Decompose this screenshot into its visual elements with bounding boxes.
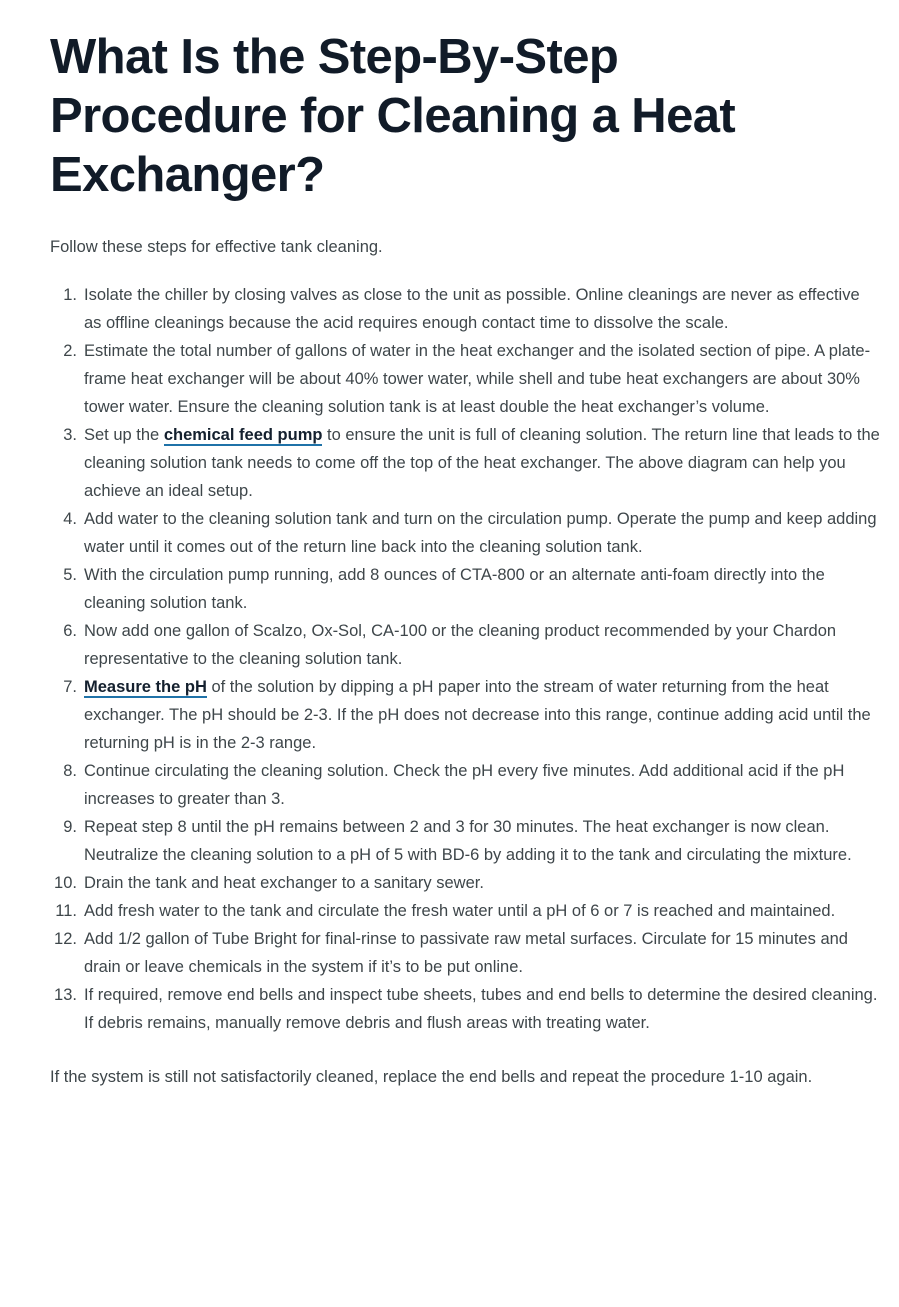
list-item bbox=[50, 281, 881, 337]
procedure-steps-list bbox=[50, 281, 881, 1037]
list-item bbox=[50, 337, 881, 421]
list-item bbox=[50, 617, 881, 673]
step-text-continued: to ensure the unit is full of cleaning solution. The return line that leads to the cleaning solution tank needs to come off the top of the heat exchanger. The above diagram can help you achieve an ideal setup. bbox=[84, 426, 880, 500]
step-text: Add 1/2 gallon of Tube Bright for final-rinse to passivate raw metal surfaces. Circulate for 15 minutes and drain or leave chemicals in the system if it’s to be put online. bbox=[84, 930, 848, 976]
step-text: With the circulation pump running, add 8 ounces of CTA-800 or an alternate anti-foam directly into the cleaning solution tank. bbox=[84, 566, 825, 612]
list-item bbox=[50, 757, 881, 813]
step-text: Add fresh water to the tank and circulate the fresh water until a pH of 6 or 7 is reached and maintained. bbox=[84, 902, 836, 920]
inline-link[interactable]: chemical feed pump bbox=[163, 426, 323, 444]
step-text: Drain the tank and heat exchanger to a sanitary sewer. bbox=[84, 874, 484, 892]
inline-link[interactable]: Measure the pH bbox=[84, 678, 207, 696]
step-text: Set up the bbox=[84, 426, 164, 444]
list-item bbox=[50, 813, 881, 869]
step-text: If required, remove end bells and inspect tube sheets, tubes and end bells to determine the desired cleaning. If debris remains, manually remove debris and flush areas with treating water. bbox=[84, 986, 878, 1032]
list-item bbox=[50, 673, 881, 757]
intro-paragraph: Follow these steps for effective tank cleaning. bbox=[50, 238, 383, 256]
list-item bbox=[50, 869, 881, 897]
list-item bbox=[50, 925, 881, 981]
step-text: Estimate the total number of gallons of water in the heat exchanger and the isolated section of pipe. A plate-frame heat exchanger will be about 40% tower water, while shell and tube heat exchangers are about 30% tower water. Ensure the cleaning solution tank is at least double the heat exchanger’s volume. bbox=[84, 342, 871, 416]
closing-paragraph: If the system is still not satisfactorily cleaned, replace the end bells and repeat the procedure 1-10 again. bbox=[50, 1068, 813, 1086]
step-text: Now add one gallon of Scalzo, Ox-Sol, CA-100 or the cleaning product recommended by your Chardon representative to the cleaning solution tank. bbox=[84, 622, 837, 668]
page-title: What Is the Step-By-Step Procedure for Cleaning a Heat Exchanger? bbox=[50, 30, 736, 202]
list-item bbox=[50, 421, 881, 505]
step-text-continued: of the solution by dipping a pH paper into the stream of water returning from the heat exchanger. The pH should be 2-3. If the pH does not decrease into this range, continue adding acid until the returning pH is in the 2-3 range. bbox=[84, 678, 871, 752]
step-text: Isolate the chiller by closing valves as close to the unit as possible. Online cleanings are never as effective as offline cleanings because the acid requires enough contact time to dissolve the scale. bbox=[84, 286, 860, 332]
list-item bbox=[50, 561, 881, 617]
list-item bbox=[50, 897, 881, 925]
step-text: Repeat step 8 until the pH remains between 2 and 3 for 30 minutes. The heat exchanger is now clean. Neutralize the cleaning solution to a pH of 5 with BD-6 by adding it to the tank and circulating the mixture. bbox=[84, 818, 852, 864]
step-text: Continue circulating the cleaning solution. Check the pH every five minutes. Add additional acid if the pH increases to greater than 3. bbox=[84, 762, 845, 808]
step-text: Add water to the cleaning solution tank and turn on the circulation pump. Operate the pump and keep adding water until it comes out of the return line back into the cleaning solution tank. bbox=[84, 510, 877, 556]
list-item bbox=[50, 505, 881, 561]
list-item bbox=[50, 981, 881, 1037]
